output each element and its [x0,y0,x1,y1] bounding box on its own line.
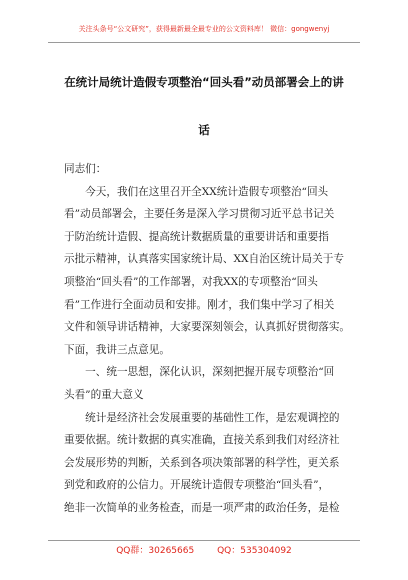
footer-qq: QQ：535304092 [217,546,292,556]
body-line: 今天，我们在这里召开全XX统计造假专项整治“回头 [64,185,329,198]
header-banner: 关注头条号“公文研究”，获得最新最全最专业的公文资料库！ 微信：gongwenyj [78,25,330,33]
body-line: 示批示精神，认真落实国家统计局、XX自治区统计局关于专 [64,253,344,266]
footer-contact [0,543,408,556]
body-line: 下面，我讲三点意见。 [64,343,170,356]
body-line: 看”工作进行全面动员和安排。刚才，我们集中学习了相关 [64,298,335,311]
body-line: 于防治统计造假、提高统计数据质量的重要讲话和重要指 [64,230,329,243]
document-body [64,158,356,520]
body-line: 到党和政府的公信力。开展统计造假专项整治“回头看”， [64,479,330,492]
header-divider [48,42,360,43]
body-line: 重要依据。统计数据的真实准确，直接关系到我们对经济社 [64,434,340,447]
body-line: 文件和领导讲话精神，大家要深刻领会，认真抓好贯彻落实。 [64,321,351,334]
document-title-line-2: 话 [198,123,210,137]
body-line: 头看”的重大意义 [64,388,144,401]
body-line: 看”动员部署会，主要任务是深入学习贯彻习近平总书记关 [64,208,335,221]
footer-divider [48,540,360,541]
body-line: 会发展形势的判断，关系到各项决策部署的科学性，更关系 [64,456,340,469]
body-line: 同志们： [64,163,107,175]
footer-qq-group: QQ群：30265665 [116,546,195,556]
body-line: 统计是经济社会发展重要的基础性工作，是宏观调控的 [64,411,340,424]
body-line: 项整治“回头看”的工作部署，对我XX的专项整治“回头 [64,275,318,288]
body-line: 绝非一次简单的业务检查，而是一项严肃的政治任务，是检 [64,501,340,514]
document-title-line-1: 在统计局统计造假专项整治“回头看”动员部署会上的讲 [64,75,344,89]
body-line: 一、统一思想，深化认识，深刻把握开展专项整治“回 [64,366,335,379]
